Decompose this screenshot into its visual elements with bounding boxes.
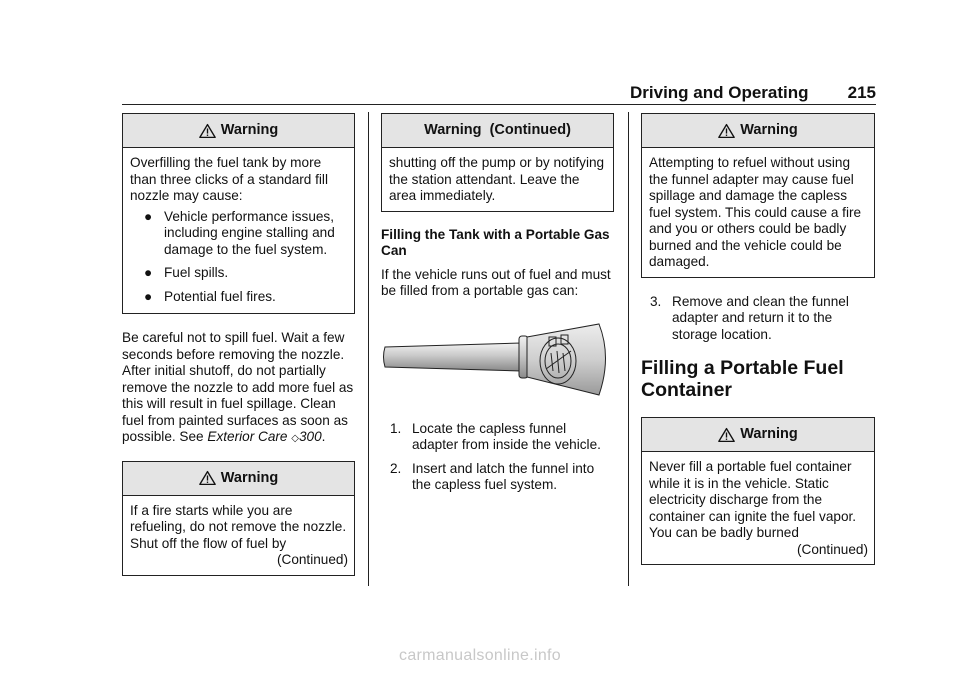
warning-title: Warning (220, 122, 279, 139)
warning-icon (718, 123, 735, 139)
list-item: 3. Remove and clean the funnel adapter and return it to the storage location. (650, 293, 849, 342)
list-item: 2. Insert and latch the funnel into the capless fuel system. (390, 460, 595, 492)
page-number: 215 (847, 83, 876, 102)
continued-label: (Continued) (796, 541, 868, 557)
column-divider-2 (628, 112, 629, 586)
column-divider-1 (368, 112, 369, 586)
warning-text: Never fill a portable fuel container while it is in the vehicle. Static electricity discharge from the container can ignite the fuel vapor. You can be badly burned (649, 459, 857, 540)
warning-icon (199, 123, 216, 139)
list-item: ● Potential fuel fires. (144, 288, 276, 304)
warning-text: shutting off the pump or by notifying the station attendant. Leave the area immediately. (389, 155, 605, 203)
warning-title: Warning (220, 469, 279, 486)
warning-box-overfill (122, 113, 355, 314)
funnel-tube (384, 343, 522, 371)
continued-label: (Continued) (276, 552, 348, 567)
bullet-icon: ● (144, 265, 153, 280)
warning-text: Attempting to refuel without using the funnel adapter may cause fuel spillage and damage the capless fuel system. This could cause a fire and you or others could be badly burned and the vehicle could be damaged. (649, 155, 862, 269)
watermark: carmanualsonline.info (399, 647, 561, 664)
warning-icon (199, 470, 216, 486)
column-1 (122, 113, 355, 576)
header-rule (122, 104, 876, 105)
body-paragraph: If the vehicle runs out of fuel and must be filled from a portable gas can: (381, 266, 611, 298)
warning-intro: Overfilling the fuel tank by more than three clicks of a standard fill nozzle may cause: (130, 155, 328, 203)
warning-bullets (130, 209, 348, 306)
list-item: ● Vehicle performance issues, including engine stalling and damage to the fuel system. (144, 208, 335, 257)
warning-header (123, 114, 354, 148)
list-item: ● Fuel spills. (144, 265, 229, 280)
warning-title: Warning (740, 426, 798, 443)
warning-header (642, 114, 874, 148)
warning-box-portable (641, 417, 875, 565)
warning-title: Warning (740, 122, 798, 139)
warning-box-fire (122, 461, 355, 576)
section-title: Driving and Operating (630, 83, 809, 102)
warning-title: Warning (Continued) (424, 122, 571, 139)
body-paragraph: Be careful not to spill fuel. Wait a few seconds before removing the nozzle. After initial shutoff, do not partially remove the nozzle to add more fuel as this will result in fuel spillage. Clean fuel from painted surfaces as soon as possible. See Exterior Care ◇300. (122, 330, 354, 444)
steps-list (381, 421, 614, 494)
warning-header (382, 114, 613, 148)
funnel-adapter-illustration (381, 321, 614, 401)
page-ref-icon: ◇ (291, 433, 299, 444)
warning-icon (718, 427, 735, 443)
section-heading: Filling a Portable Fuel Container (641, 357, 844, 401)
xref-link[interactable]: Exterior Care ◇300 (207, 429, 322, 444)
warning-text: If a fire starts while you are refueling, do not remove the nozzle. Shut off the flow of fuel by (130, 502, 347, 551)
warning-header (123, 462, 354, 496)
subheading: Filling the Tank with a Portable Gas Can (381, 226, 610, 258)
column-3 (641, 113, 875, 565)
bullet-icon: ● (144, 208, 153, 224)
column-2 (381, 113, 614, 501)
warning-box-continued (381, 113, 614, 212)
warning-box-funnel (641, 113, 875, 278)
warning-header (642, 418, 874, 452)
list-item: 1. Locate the capless funnel adapter from inside the vehicle. (390, 420, 601, 452)
steps-list-continued (641, 294, 875, 344)
bullet-icon: ● (144, 288, 153, 304)
